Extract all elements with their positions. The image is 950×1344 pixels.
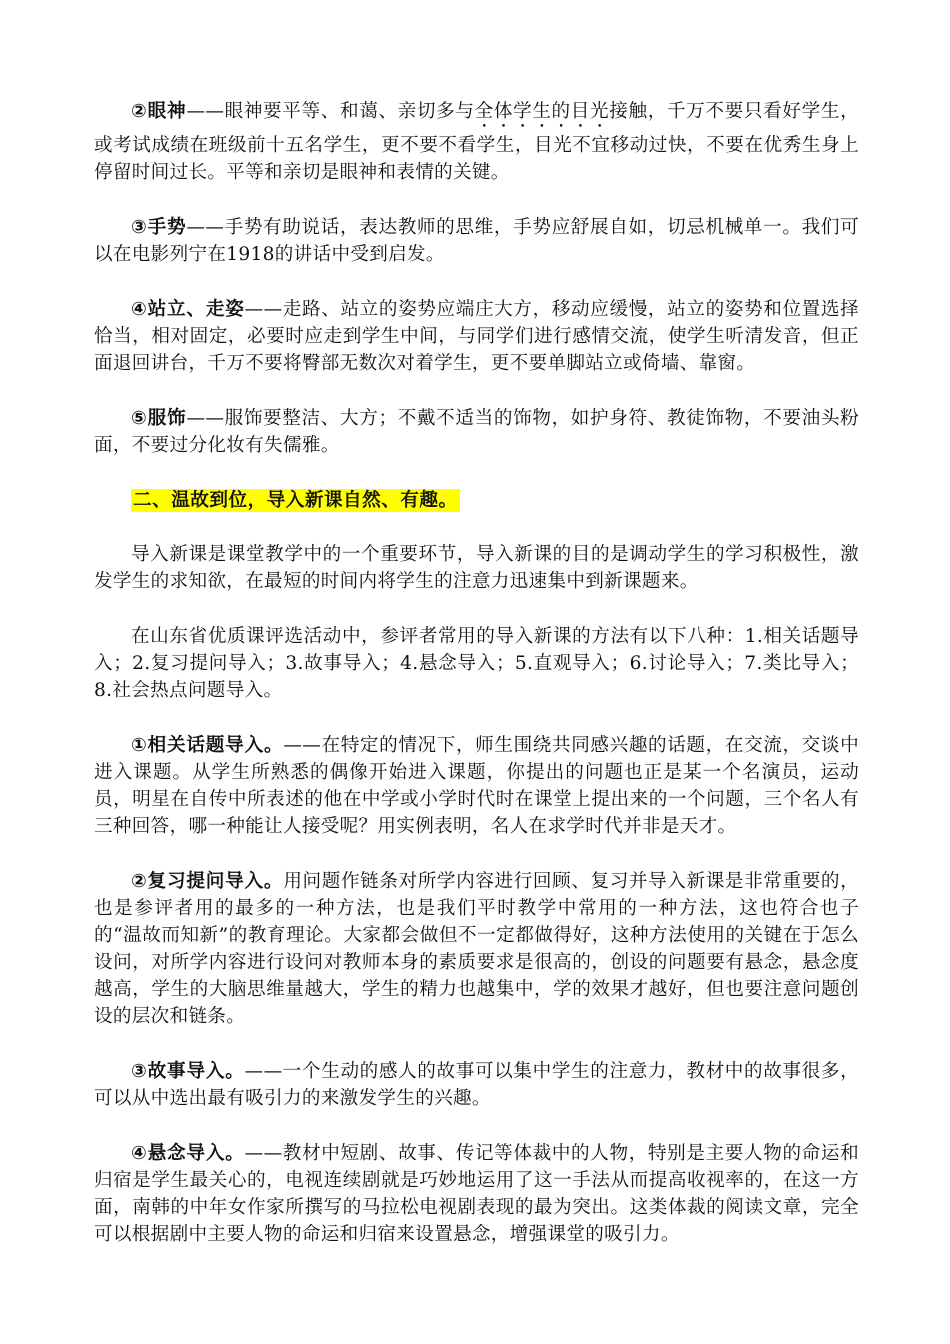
document-page xyxy=(94,98,859,1276)
paragraph-intro-1: 导入新课是课堂教学中的一个重要环节，导入新课的目的是调动学生的学习积极性，激发学生的求知欲，在最短的时间内将学生的注意力迅速集中到新课题来。 xyxy=(94,544,859,592)
method-text-story: ——一个生动的感人的故事可以集中学生的注意力，教材中的故事很多，可以从中选出最有吸引力的来激发学生的兴趣。 xyxy=(94,1061,859,1109)
paragraph-intro-2: 在山东省优质课评选活动中，参评者常用的导入新课的方法有以下八种：1.相关话题导入；2.复习提问导入；3.故事导入；4.悬念导入；5.直观导入；6.讨论导入；7.类比导入； 8.社会热点问题导入。 xyxy=(94,626,859,701)
section-heading-highlight: 二、温故到位，导入新课自然、有趣。 xyxy=(133,490,458,511)
paragraph-attire xyxy=(94,405,859,459)
item-heading-gesture: ③手势 xyxy=(131,217,187,238)
method-text-topic: ——在特定的情况下，师生围绕共同感兴趣的话题，在交流，交谈中进入课题。从学生所熟悉的偶像开始进入课题，你提出的问题也正是某一个名演员，运动员，明星在自传中所表述的他在中学或小学时代时在课堂上提出来的一个问题，三个名人有三种回答，哪一种能让人接受呢？用实例表明，名人在求学时代并非是天才。 xyxy=(94,735,859,837)
paragraph-method-suspense xyxy=(94,1140,859,1248)
item-text-eye-contact-b: 接触，千万不要只看好学生，或考试成绩在班级前十五名学生，更不要不看学生，目光不宜移动过快，不要在优秀生身上停留时间过长。平等和亲切是眼神和表情的关键。 xyxy=(94,101,859,183)
item-text-gesture: ——手势有助说话，表达教师的思维，手势应舒展自如，切忌机械单一。我们可以在电影列宁在1918的讲话中受到启发。 xyxy=(94,217,859,265)
item-text-eye-contact-a: ——眼神要平等、和蔼、亲切多与 xyxy=(186,101,475,122)
emphasis-dotted-text: 全体学生的目光 xyxy=(474,101,610,122)
paragraph-gesture xyxy=(94,214,859,268)
item-heading-posture: ④站立、走姿 xyxy=(131,299,245,320)
section-heading xyxy=(94,487,859,514)
item-heading-attire: ⑤服饰 xyxy=(131,408,187,429)
item-heading-eye-contact: ②眼神 xyxy=(131,101,187,122)
item-text-attire: ——服饰要整洁、大方；不戴不适当的饰物，如护身符、教徒饰物，不要油头粉面，不要过分化妆有失儒雅。 xyxy=(94,408,859,456)
paragraph-method-topic xyxy=(94,732,859,840)
paragraph-eye-contact xyxy=(94,98,859,186)
item-text-posture: ——走路、站立的姿势应端庄大方，移动应缓慢，站立的姿势和位置选择恰当，相对固定，必要时应走到学生中间，与同学们进行感情交流，使学生听清发音，但正面退回讲台，千万不要将臀部无数次对着学生，更不要单脚站立或倚墙、靠窗。 xyxy=(94,299,859,374)
paragraph-method-review xyxy=(94,868,859,1030)
method-text-suspense: ——教材中短剧、故事、传记等体裁中的人物，特别是主要人物的命运和归宿是学生最关心的，电视连续剧就是巧妙地运用了这一手法从而提高收视率的，在这一方面，南韩的中年女作家所撰写的马拉松电视剧表现的最为突出。这类体裁的阅读文章，完全可以根据剧中主要人物的命运和归宿来设置悬念，增强课堂的吸引力。 xyxy=(94,1143,859,1245)
paragraph-method-story xyxy=(94,1058,859,1112)
method-heading-topic: ①相关话题导入。 xyxy=(131,735,284,756)
method-heading-story: ③故事导入。 xyxy=(131,1061,245,1082)
paragraph-posture xyxy=(94,296,859,377)
method-text-review: 用问题作链条对所学内容进行回顾、复习并导入新课是非常重要的，也是参评者用的最多的一种方法，也是我们平时教学中常用的一种方法，这也符合也子的“温故而知新”的教育理论。大家都会做但不一定都做得好，这种方法使用的关键在于怎么设问，对所学内容进行设问对教师本身的素质要求是很高的，创设的问题要有悬念，悬念度越高，学生的大脑思维量越大，学生的精力也越集中，学的效果才越好，但也要注意问题创设的层次和链条。 xyxy=(94,871,859,1027)
method-heading-suspense: ④悬念导入。 xyxy=(131,1143,245,1164)
method-heading-review: ②复习提问导入。 xyxy=(131,871,284,892)
